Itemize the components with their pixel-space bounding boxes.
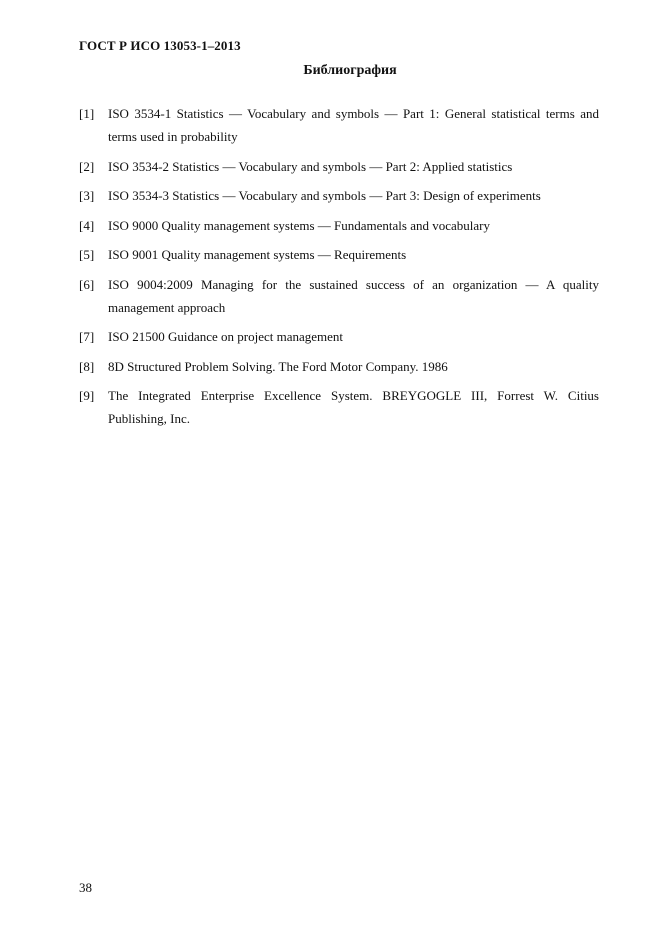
bibliography-entry-6 (79, 273, 599, 319)
bibliography-entry-7 (79, 325, 599, 348)
bibliography-entry-1 (79, 102, 599, 148)
document-header: ГОСТ Р ИСО 13053-1–2013 (79, 38, 241, 53)
entry-text: ISO 9000 Quality management systems — Fundamentals and vocabulary (108, 217, 490, 233)
entry-text: ISO 3534-1 Statistics — Vocabulary and symbols — Part 1: General statistical terms and terms used in probability (108, 106, 599, 144)
bibliography-entry-5 (79, 243, 599, 266)
entry-number: [1] (79, 106, 95, 121)
entry-number: [3] (79, 188, 95, 203)
entry-number: [6] (79, 276, 95, 292)
entry-number: [2] (79, 158, 95, 174)
entry-number: [4] (79, 217, 95, 233)
bibliography-list (79, 102, 599, 437)
bibliography-entry-4 (79, 214, 599, 237)
entry-text: The Integrated Enterprise Excellence System. BREYGOGLE III, Forrest W. Citius Publishing, Inc. (108, 388, 599, 426)
entry-number: [9] (79, 388, 95, 403)
bibliography-entry-8 (79, 355, 599, 378)
entry-text: ISO 3534-2 Statistics — Vocabulary and symbols — Part 2: Applied statistics (108, 158, 513, 174)
page-title: Библиография (303, 63, 397, 78)
entry-number: [7] (79, 329, 95, 344)
entry-text: ISO 9004:2009 Managing for the sustained success of an organization — A quality management approach (108, 276, 599, 315)
entry-number: [8] (79, 358, 95, 374)
entry-text: ISO 21500 Guidance on project management (108, 329, 344, 344)
page-number: 38 (79, 880, 92, 895)
bibliography-entry-2 (79, 155, 599, 178)
bibliography-entry-9 (79, 384, 599, 430)
entry-text: ISO 9001 Quality management systems — Requirements (108, 247, 407, 262)
entry-text: ISO 3534-3 Statistics — Vocabulary and symbols — Part 3: Design of experiments (108, 188, 541, 203)
bibliography-entry-3 (79, 184, 599, 207)
entry-number: [5] (79, 247, 95, 262)
entry-text: 8D Structured Problem Solving. The Ford Motor Company. 1986 (108, 358, 448, 374)
